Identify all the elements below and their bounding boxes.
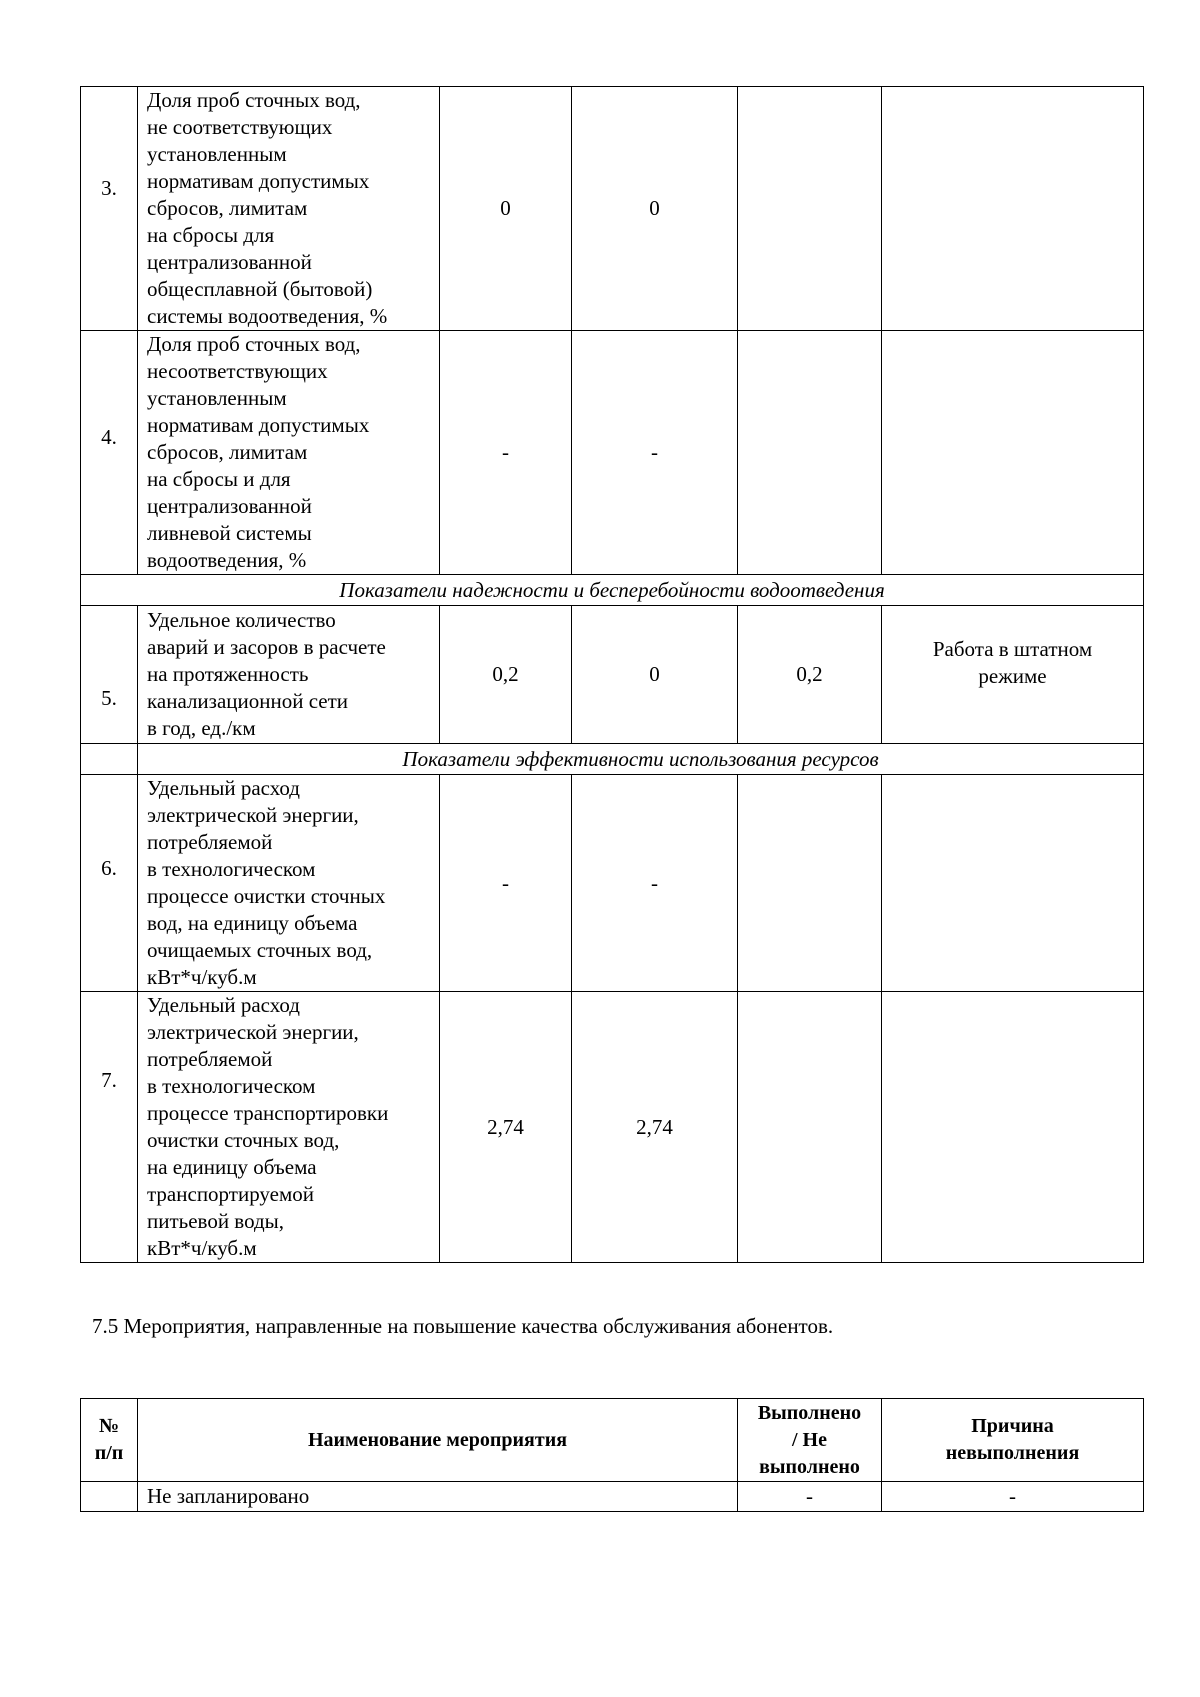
header-line: Выполнено: [757, 1401, 862, 1424]
header-line: / Не: [792, 1428, 827, 1451]
empty-cell: [882, 775, 1144, 992]
text-line: на протяженность: [147, 662, 309, 686]
reason-cell: -: [882, 1482, 1144, 1512]
row-number: 6.: [81, 775, 138, 992]
header-row: [81, 1399, 1144, 1482]
text-line: Доля проб сточных вод,: [147, 88, 361, 112]
value-cell: -: [572, 775, 738, 992]
measures-table: [80, 1398, 1144, 1512]
text-line: общесплавной (бытовой): [147, 277, 373, 301]
empty-cell: [738, 775, 882, 992]
section-heading: Показатели эффективности использования ресурсов: [138, 744, 1144, 775]
value-cell: [738, 87, 882, 331]
indicator-name: [138, 331, 440, 575]
header-done: [738, 1399, 882, 1482]
text-line: питьевой воды,: [147, 1209, 285, 1233]
table-row: [81, 87, 1144, 331]
text-line: не соответствующих: [147, 115, 333, 139]
text-line: Удельное количество: [147, 608, 336, 632]
indicators-table: [80, 86, 1144, 1263]
value-cell: -: [440, 775, 572, 992]
value-cell: 0: [572, 87, 738, 331]
section-heading: Показатели надежности и бесперебойности водоотведения: [81, 575, 1144, 606]
text-line: потребляемой: [147, 830, 273, 854]
text-line: на сбросы для: [147, 223, 275, 247]
value-cell: [738, 331, 882, 575]
row-number: 7.: [81, 992, 138, 1263]
text-line: установленным: [147, 386, 287, 410]
table-row: [81, 775, 1144, 992]
value-cell: -: [572, 331, 738, 575]
text-line: централизованной: [147, 494, 312, 518]
text-line: установленным: [147, 142, 287, 166]
text-line: системы водоотведения, %: [147, 304, 388, 328]
text-line: нормативам допустимых: [147, 413, 370, 437]
empty-cell: [882, 992, 1144, 1263]
header-line: выполнено: [759, 1455, 860, 1478]
note-cell: [882, 606, 1144, 744]
text-line: канализационной сети: [147, 689, 349, 713]
text-line: очистки сточных вод,: [147, 1128, 340, 1152]
text-line: сбросов, лимитам: [147, 440, 308, 464]
text-line: транспортируемой: [147, 1182, 314, 1206]
header-reason: [882, 1399, 1144, 1482]
note-cell: [882, 87, 1144, 331]
text-line: очищаемых сточных вод,: [147, 938, 373, 962]
text-line: Удельный расход: [147, 776, 300, 800]
table-row: [81, 1482, 1144, 1512]
empty-cell: [738, 992, 882, 1263]
text-line: в год, ед./км: [147, 716, 256, 740]
text-line: на сбросы и для: [147, 467, 291, 491]
note-cell: [882, 331, 1144, 575]
text-line: вод, на единицу объема: [147, 911, 358, 935]
indicator-name: [138, 775, 440, 992]
value-cell: 2,74: [440, 992, 572, 1263]
header-line: Причина: [971, 1415, 1054, 1437]
text-line: электрической энергии,: [147, 803, 359, 827]
indicator-name: [138, 992, 440, 1263]
header-line: №: [98, 1415, 120, 1437]
text-line: Удельный расход: [147, 993, 300, 1017]
text-line: потребляемой: [147, 1047, 273, 1071]
row-number: 4.: [81, 331, 138, 575]
value-cell: -: [440, 331, 572, 575]
text-line: нормативам допустимых: [147, 169, 370, 193]
value-cell: 2,74: [572, 992, 738, 1263]
text-line: сбросов, лимитам: [147, 196, 308, 220]
text-line: централизованной: [147, 250, 312, 274]
value-cell: 0,2: [440, 606, 572, 744]
section-caption: 7.5 Мероприятия, направленные на повышение качества обслуживания абонентов.: [92, 1314, 834, 1338]
section-row: [81, 575, 1144, 606]
text-line: в технологическом: [147, 857, 316, 881]
section-spacer: [81, 744, 138, 775]
text-line: аварий и засоров в расчете: [147, 635, 386, 659]
header-number: [81, 1399, 138, 1482]
note-line: Работа в штатном: [932, 636, 1093, 661]
row-number: 5.: [81, 606, 138, 744]
text-line: кВт*ч/куб.м: [147, 965, 257, 989]
text-line: на единицу объема: [147, 1155, 317, 1179]
value-cell: 0,2: [738, 606, 882, 744]
row-number: [81, 1482, 138, 1512]
indicator-name: [138, 87, 440, 331]
value-cell: 0: [572, 606, 738, 744]
value-cell: 0: [440, 87, 572, 331]
text-line: водоотведения, %: [147, 548, 307, 572]
text-line: кВт*ч/куб.м: [147, 1236, 257, 1260]
header-line: п/п: [94, 1442, 124, 1464]
text-line: Доля проб сточных вод,: [147, 332, 361, 356]
header-line: невыполнения: [945, 1442, 1080, 1464]
text-line: процессе транспортировки: [147, 1101, 389, 1125]
row-number: 3.: [81, 87, 138, 331]
section-row: [81, 744, 1144, 775]
table-row: [81, 606, 1144, 744]
done-status: -: [738, 1482, 882, 1512]
header-name: Наименование мероприятия: [138, 1399, 738, 1482]
note-line: режиме: [978, 663, 1047, 688]
table-row: [81, 331, 1144, 575]
text-line: ливневой системы: [147, 521, 312, 545]
text-line: в технологическом: [147, 1074, 316, 1098]
text-line: электрической энергии,: [147, 1020, 359, 1044]
indicator-name: [138, 606, 440, 744]
text-line: процессе очистки сточных: [147, 884, 386, 908]
measure-name: Не запланировано: [138, 1482, 738, 1512]
text-line: несоответствующих: [147, 359, 328, 383]
table-row: [81, 992, 1144, 1263]
